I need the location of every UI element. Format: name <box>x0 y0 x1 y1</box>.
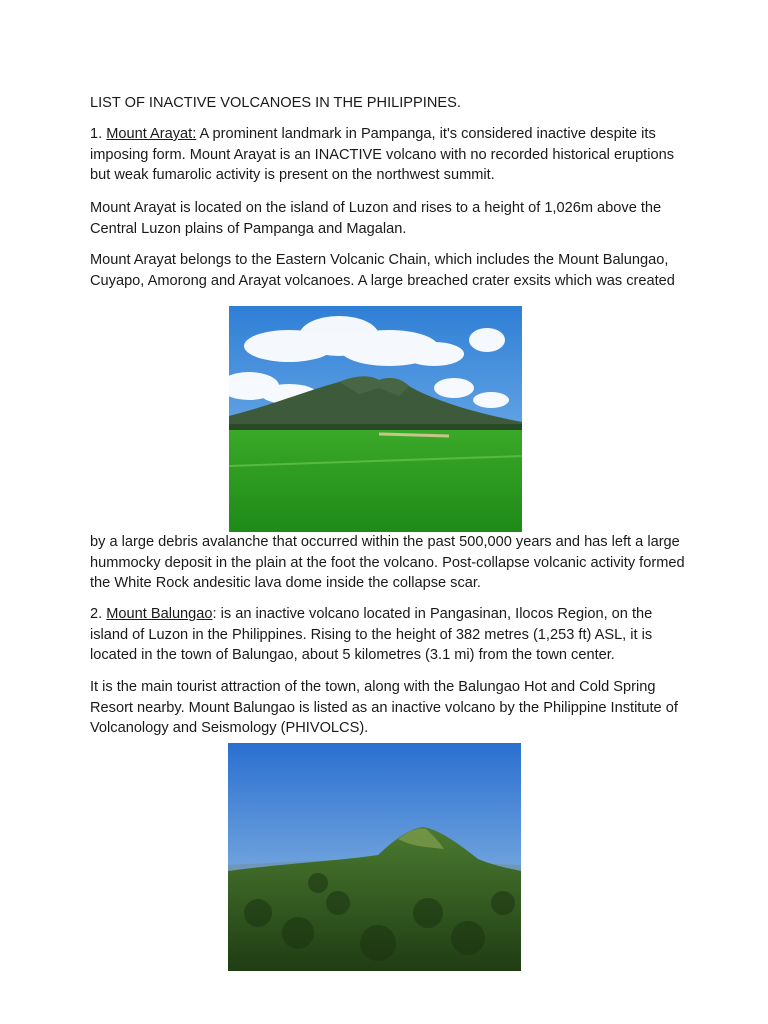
balungao-intro-paragraph <box>90 604 690 666</box>
mount-balungao-photo <box>228 743 521 971</box>
balungao-tourism-paragraph: It is the main tourist attraction of the town, along with the Balungao Hot and Cold Spring Resort nearby. Mount Balungao is listed as an inactive volcano by the Philippine Institute of Volcanology and Seismology (PHIVOLCS). <box>90 679 678 736</box>
document-heading: LIST OF INACTIVE VOLCANOES IN THE PHILIPPINES. <box>90 95 461 111</box>
mount-arayat-photo <box>229 306 522 532</box>
arayat-name-link: Mount Arayat: <box>106 126 197 142</box>
arayat-intro-text: A prominent landmark in Pampanga, it's considered inactive despite its imposing form. Mount Arayat is an INACTIVE volcano with no recorded historical eruptions but weak fumarolic activity is present on the northwest summit. <box>90 126 675 183</box>
arayat-chain-paragraph: Mount Arayat belongs to the Eastern Volcanic Chain, which includes the Mount Balungao, Cuyapo, Amorong and Arayat volcanoes. A large breached crater exsits which was created <box>90 252 675 289</box>
arayat-intro-paragraph <box>90 124 690 186</box>
arayat-number: 1. <box>90 126 107 142</box>
balungao-name-link: Mount Balungao <box>106 606 213 622</box>
arayat-continuation-paragraph: by a large debris avalanche that occurred within the past 500,000 years and has left a large hummocky deposit in the plain at the foot the volcano. Post-collapse volcanic activity formed the White Rock andesitic lava dome inside the collapse scar. <box>90 534 685 591</box>
balungao-number: 2. <box>90 606 107 622</box>
balungao-intro-text: : is an inactive volcano located in Pangasinan, Ilocos Region, on the island of Luzon in the Philippines. Rising to the height of 382 metres (1,253 ft) ASL, it is located in the town of Balungao, about 5 kilometres (3.1 mi) from the town center. <box>90 606 653 663</box>
arayat-location-paragraph: Mount Arayat is located on the island of Luzon and rises to a height of 1,026m above the Central Luzon plains of Pampanga and Magalan. <box>90 200 662 237</box>
